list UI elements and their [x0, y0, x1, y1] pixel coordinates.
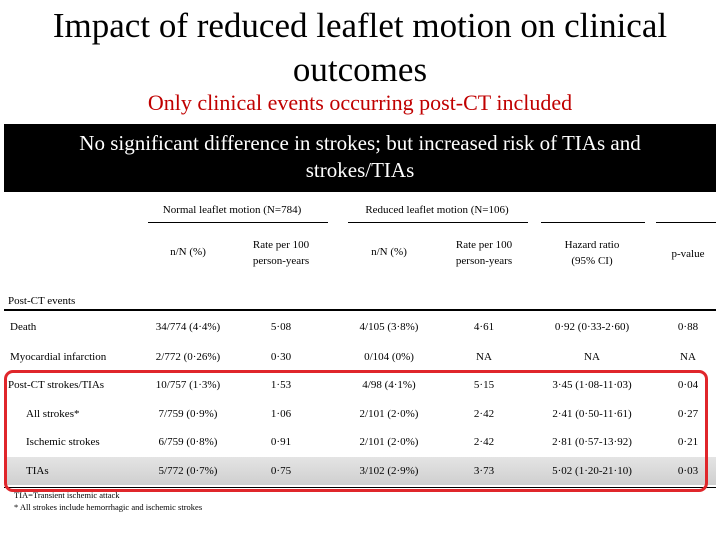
cell-p-value: 0·21	[677, 436, 699, 448]
col-header-rate-normal-1: Rate per 100	[252, 239, 310, 251]
slide-title	[0, 4, 720, 92]
col-header-nn-normal: n/N (%)	[170, 246, 206, 258]
stroke-tia-highlight-box	[4, 370, 708, 492]
cell-nn-normal: 7/759 (0·9%)	[158, 408, 218, 420]
cell-nn-normal: 5/772 (0·7%)	[158, 465, 218, 477]
row-label: TIAs	[26, 465, 49, 477]
col-header-rate-reduced-1: Rate per 100	[455, 239, 513, 251]
cell-rate-normal: 0·75	[270, 465, 292, 477]
cell-rate-normal: 0·91	[270, 436, 292, 448]
row-label: All strokes*	[26, 408, 80, 420]
cell-rate-reduced: 5·15	[473, 379, 495, 391]
cell-hazard-ratio: 3·45 (1·08-11·03)	[552, 379, 632, 391]
group-header-normal: Normal leaflet motion (N=784)	[162, 204, 302, 216]
cell-nn-reduced: 3/102 (2·9%)	[359, 465, 419, 477]
cell-rate-reduced: 2·42	[473, 436, 495, 448]
cell-nn-reduced: 4/98 (4·1%)	[362, 379, 416, 391]
rule-reduced-group	[348, 222, 528, 223]
col-header-p-value: p-value	[671, 248, 705, 260]
cell-nn-normal: 6/759 (0·8%)	[158, 436, 218, 448]
row-label: Post-CT strokes/TIAs	[8, 379, 105, 391]
banner-line1: No significant difference in strokes; but increased risk of TIAs and	[79, 131, 641, 155]
cell-rate-normal: 1·06	[270, 408, 292, 420]
slide-subtitle: Only clinical events occurring post-CT included	[147, 90, 573, 115]
slide-title-line1: Impact of reduced leaflet motion on clinical	[52, 6, 668, 45]
rule-normal-group	[148, 222, 328, 223]
col-header-rate-reduced-2: person-years	[455, 255, 513, 267]
cell-nn-reduced: 2/101 (2·0%)	[359, 436, 419, 448]
row-label: Ischemic strokes	[26, 436, 100, 448]
cell-hazard-ratio: 2·81 (0·57-13·92)	[552, 436, 632, 448]
cell-p-value: 0·27	[677, 408, 699, 420]
cell-hazard-ratio: 0·92 (0·33-2·60)	[554, 321, 630, 333]
cell-nn-normal: 2/772 (0·26%)	[155, 351, 221, 363]
row-label: Death	[10, 321, 37, 333]
footnote-all-strokes: * All strokes include hemorrhagic and ischemic strokes	[14, 502, 203, 512]
cell-p-value: 0·04	[677, 379, 699, 391]
banner-line2: strokes/TIAs	[305, 158, 415, 182]
header-bottom-rule	[4, 309, 716, 311]
cell-nn-reduced: 4/105 (3·8%)	[359, 321, 419, 333]
key-finding-banner	[4, 124, 716, 192]
cell-rate-reduced: 4·61	[473, 321, 495, 333]
col-header-hr-1: Hazard ratio	[564, 239, 620, 251]
cell-rate-normal: 5·08	[270, 321, 292, 333]
col-header-nn-reduced: n/N (%)	[371, 246, 407, 258]
cell-rate-reduced: 3·73	[473, 465, 495, 477]
cell-p-value: 0·03	[677, 465, 699, 477]
col-header-rate-normal-2: person-years	[252, 255, 310, 267]
slide-title-line2: outcomes	[292, 50, 428, 89]
section-label-post-ct: Post-CT events	[8, 295, 76, 307]
cell-nn-reduced: 0/104 (0%)	[364, 351, 414, 363]
footnote-tia: TIA=Transient ischemic attack	[14, 490, 120, 500]
cell-nn-normal: 34/774 (4·4%)	[155, 321, 221, 333]
cell-rate-normal: 0·30	[270, 351, 292, 363]
row-label: Myocardial infarction	[10, 351, 107, 363]
cell-hazard-ratio: 2·41 (0·50-11·61)	[552, 408, 632, 420]
col-header-hr-2: (95% CI)	[571, 255, 613, 267]
group-header-reduced: Reduced leaflet motion (N=106)	[365, 204, 509, 216]
cell-nn-normal: 10/757 (1·3%)	[155, 379, 221, 391]
cell-nn-reduced: 2/101 (2·0%)	[359, 408, 419, 420]
rule-p-column	[656, 222, 716, 223]
cell-rate-normal: 1·53	[270, 379, 292, 391]
cell-p-value: 0·88	[677, 321, 699, 333]
cell-rate-reduced: NA	[476, 351, 492, 363]
cell-rate-reduced: 2·42	[473, 408, 495, 420]
cell-p-value: NA	[680, 351, 696, 363]
cell-hazard-ratio: 5·02 (1·20-21·10)	[552, 465, 632, 477]
rule-hr-column	[541, 222, 645, 223]
cell-hazard-ratio: NA	[584, 351, 600, 363]
